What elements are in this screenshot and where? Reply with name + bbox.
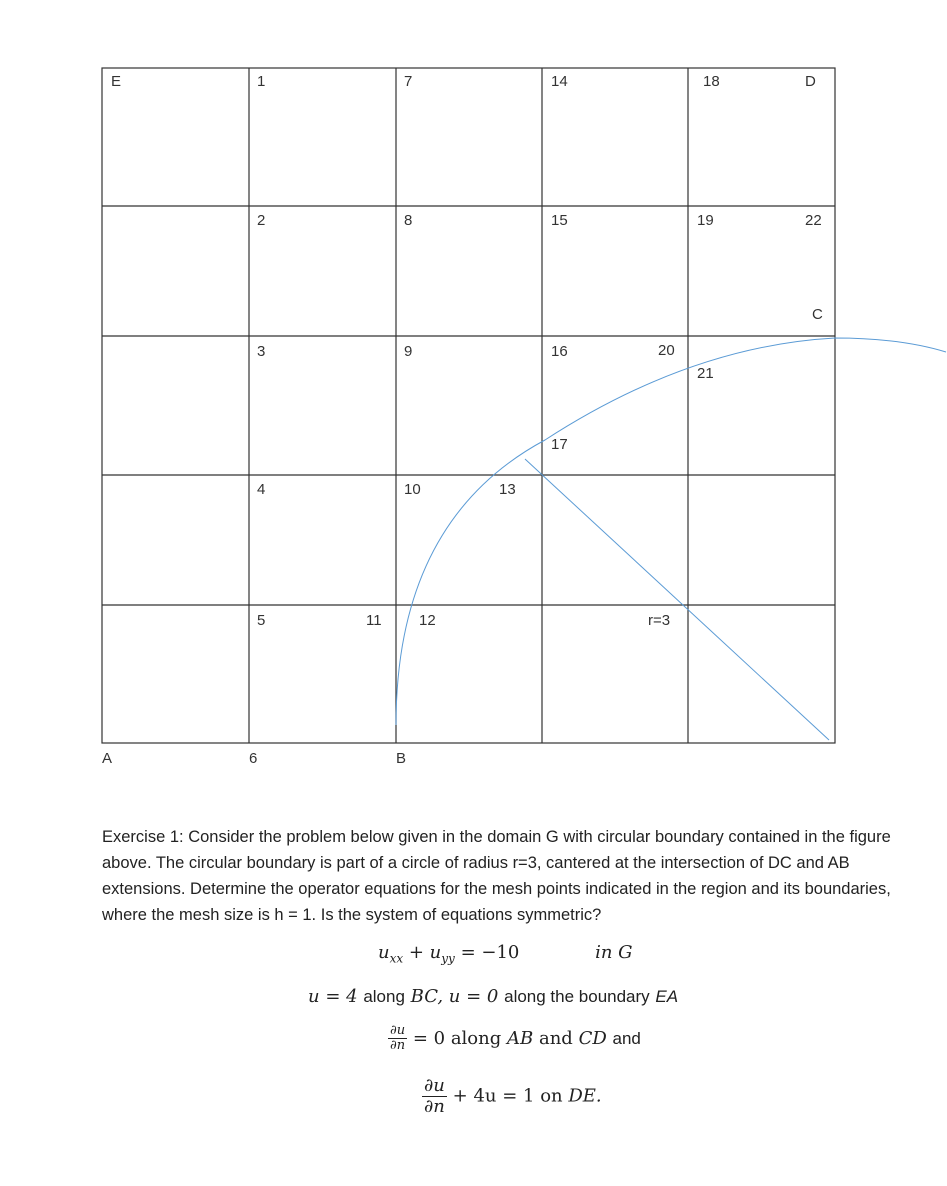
corner-label-a: A (102, 750, 113, 767)
equation-neumann (388, 1024, 641, 1054)
node-label-11: 11 (366, 612, 382, 629)
node-label-17: 17 (551, 436, 568, 453)
node-label-8: 8 (404, 212, 413, 229)
pde-lhs: $u_{xx} + u_{yy}$ (378, 942, 455, 966)
node-label-21: 21 (697, 365, 714, 382)
neumann-cd: CD (578, 1027, 607, 1049)
dirichlet-along-1: along (363, 987, 405, 1006)
node-label-15: 15 (551, 212, 568, 229)
dirichlet-u-value: u = 4 (308, 986, 358, 1007)
neumann-ab: AB (507, 1027, 534, 1049)
equation-pde (378, 942, 633, 966)
node-label-18: 18 (703, 73, 720, 90)
grid-border (102, 68, 835, 743)
dirichlet-ea: EA (655, 987, 679, 1006)
corner-label-c: C (812, 306, 823, 323)
equation-robin (422, 1076, 602, 1117)
node-label-14: 14 (551, 73, 568, 90)
node-label-19: 19 (697, 212, 714, 229)
radius-line (525, 459, 829, 740)
robin-derivative (422, 1076, 447, 1117)
mesh-grid (102, 68, 835, 743)
corner-label-b: B (396, 750, 407, 767)
node-label-5: 5 (257, 612, 266, 629)
node-label-22: 22 (805, 212, 822, 229)
node-label-6: 6 (249, 750, 258, 767)
exercise-text: Exercise 1: Consider the problem below given in the domain G with circular boundary contained in the figure above. The circular boundary is part of a circle of radius r=3, cantered at the intersection of DC and AB extensions. Determine the operator equations for the mesh points indicated in the region and its boundaries, where the mesh size is h = 1. Is the system of equations symmetric? (102, 828, 891, 924)
dirichlet-along-2: along the boundary (504, 987, 650, 1006)
node-label-3: 3 (257, 343, 266, 360)
node-label-7: 7 (404, 73, 413, 90)
pde-domain: in G (595, 942, 633, 963)
corner-label-e: E (111, 73, 122, 90)
equation-dirichlet (308, 986, 678, 1007)
circular-boundary (396, 338, 946, 740)
node-label-20: 20 (658, 342, 675, 359)
neumann-derivative (388, 1024, 407, 1054)
radius-label: r=3 (648, 612, 671, 629)
node-label-2: 2 (257, 212, 266, 229)
neumann-eq: = 0 along (412, 1027, 502, 1049)
neumann-and-1: and (538, 1027, 573, 1049)
node-label-1: 1 (257, 73, 266, 90)
node-label-10: 10 (404, 481, 421, 498)
pde-rhs: = −10 (460, 942, 520, 963)
node-label-12: 12 (419, 612, 436, 629)
robin-de: DE. (568, 1085, 602, 1107)
node-label-9: 9 (404, 343, 413, 360)
robin-num: ∂u (424, 1075, 445, 1096)
neumann-den: ∂n (390, 1038, 406, 1054)
robin-eq: + 4u = 1 on (452, 1085, 563, 1107)
robin-den: ∂n (424, 1095, 445, 1117)
dirichlet-bc: BC, u = 0 (410, 986, 499, 1007)
neumann-num: ∂u (390, 1023, 406, 1038)
node-label-16: 16 (551, 343, 568, 360)
node-label-4: 4 (257, 481, 266, 498)
neumann-and-2: and (612, 1028, 641, 1048)
corner-label-d: D (805, 73, 816, 90)
node-label-13: 13 (499, 481, 516, 498)
boundary-arc (396, 338, 946, 725)
